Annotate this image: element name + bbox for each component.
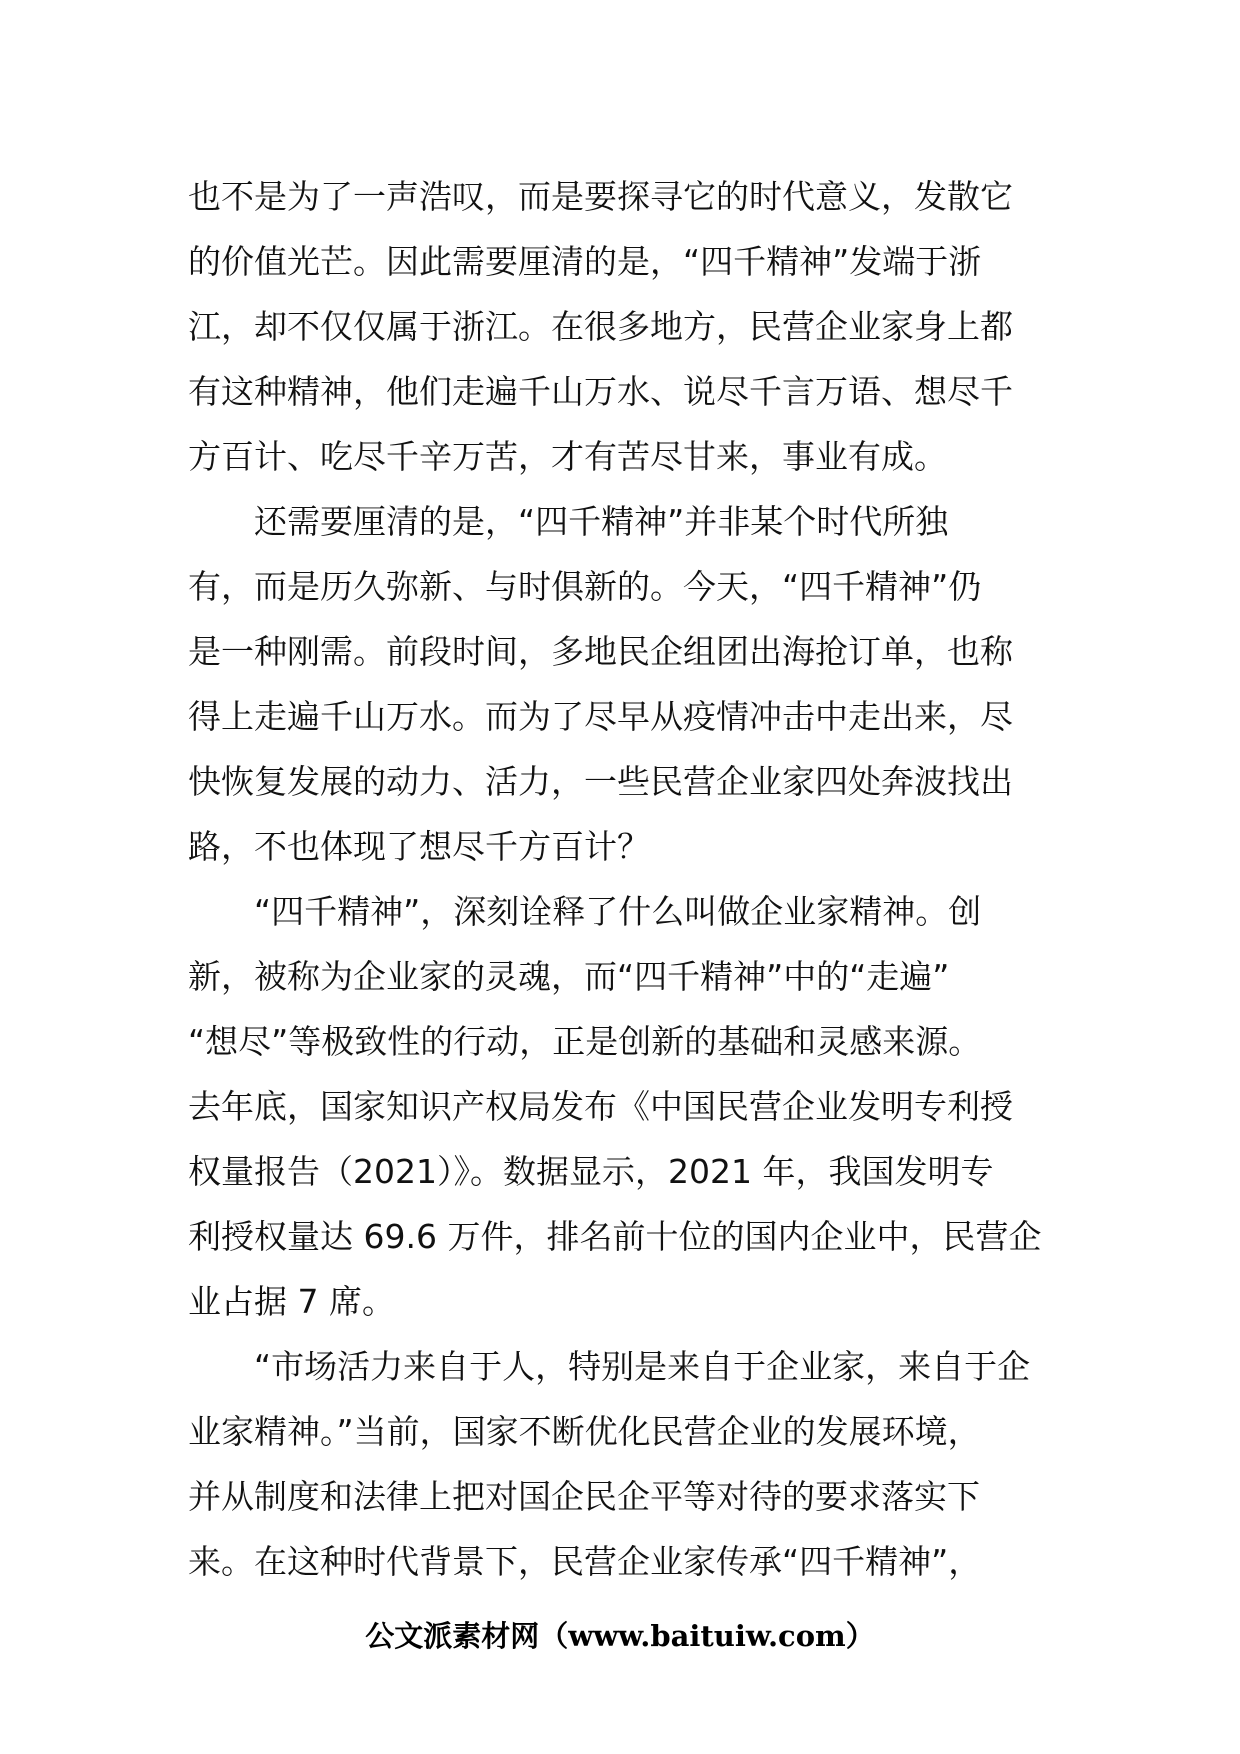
article-body <box>188 164 1056 1594</box>
text-line: 快恢复发展的动力、活力，一些民营企业家四处奔波找出 <box>188 762 1013 801</box>
text-line: 有这种精神，他们走遍千山万水、说尽千言万语、想尽千 <box>188 372 1013 411</box>
text-line: 并从制度和法律上把对国企民企平等对待的要求落实下 <box>188 1477 980 1516</box>
text-line: 来。在这种时代背景下，民营企业家传承“四千精神”， <box>188 1542 982 1581</box>
text-line: 利授权量达 69.6 万件，排名前十位的国内企业中，民营企 <box>188 1217 1042 1256</box>
text-line: 业占据 7 席。 <box>188 1282 395 1321</box>
text-line: 去年底，国家知识产权局发布《中国民营企业发明专利授 <box>188 1087 1013 1126</box>
paragraph-first-line: 还需要厘清的是，“四千精神”并非某个时代所独 <box>254 502 949 541</box>
text-line: 业家精神。”当前，国家不断优化民营企业的发展环境， <box>188 1412 981 1451</box>
text-line: 方百计、吃尽千辛万苦，才有苦尽甘来，事业有成。 <box>188 437 947 476</box>
text-line: 权量报告（2021）》。数据显示，2021 年，我国发明专 <box>188 1152 994 1191</box>
text-line: 新，被称为企业家的灵魂，而“四千精神”中的“走遍” <box>188 957 950 996</box>
text-line: 也不是为了一声浩叹，而是要探寻它的时代意义，发散它 <box>188 177 1013 216</box>
paragraph-first-line: “四千精神”，深刻诠释了什么叫做企业家精神。创 <box>254 892 982 931</box>
paragraph-first-line: “市场活力来自于人，特别是来自于企业家，来自于企 <box>254 1347 1031 1386</box>
text-line: 有，而是历久弥新、与时俱新的。今天，“四千精神”仍 <box>188 567 982 606</box>
text-line: 路，不也体现了想尽千方百计？ <box>188 827 650 866</box>
text-line: 是一种刚需。前段时间，多地民企组团出海抢订单，也称 <box>188 632 1013 671</box>
page-footer: 公文派素材网（www.baituiw.com） <box>365 1619 875 1653</box>
text-line: “想尽”等极致性的行动，正是创新的基础和灵感来源。 <box>188 1022 982 1061</box>
text-line: 得上走遍千山万水。而为了尽早从疫情冲击中走出来，尽 <box>188 697 1013 736</box>
text-line: 江，却不仅仅属于浙江。在很多地方，民营企业家身上都 <box>188 307 1013 346</box>
text-line: 的价值光芒。因此需要厘清的是，“四千精神”发端于浙 <box>188 242 982 281</box>
